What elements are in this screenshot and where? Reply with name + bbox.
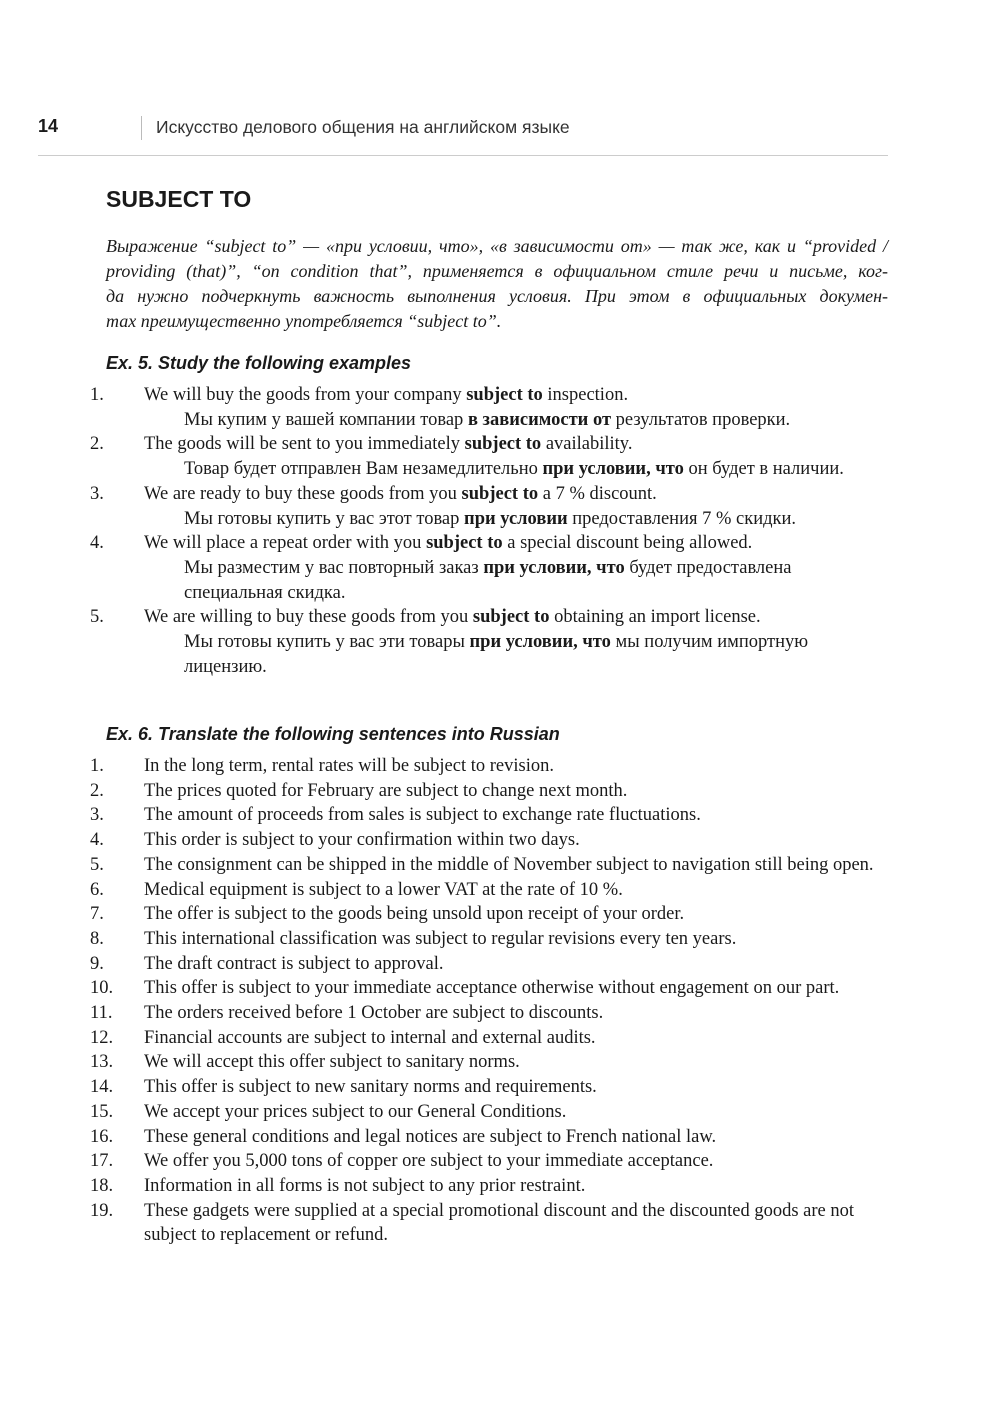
sentence: These gadgets were supplied at a special promotional discount and the discounted goods are not subject to replacement or refund. xyxy=(144,1200,855,1246)
bold-phrase: subject to xyxy=(466,385,543,405)
sentence: The orders received before 1 October are subject to discounts. xyxy=(144,1003,604,1024)
item-number: 8. xyxy=(90,928,104,949)
text-segment: Мы купим у вашей компании товар xyxy=(184,409,468,430)
header-rule xyxy=(38,155,888,156)
item-number: 18. xyxy=(90,1175,114,1196)
item-number: 15. xyxy=(90,1101,114,1122)
exercise-item xyxy=(90,803,888,828)
text-segment: The goods will be sent to you immediately xyxy=(144,434,465,455)
sentence: We will accept this offer subject to sanitary norms. xyxy=(144,1052,520,1073)
sentence: The prices quoted for February are subject to change next month. xyxy=(144,780,628,801)
running-title: Искусство делового общения на английском языке xyxy=(156,117,570,137)
ex5-list xyxy=(90,383,888,679)
sentence: We offer you 5,000 tons of copper ore subject to your immediate acceptance. xyxy=(144,1151,714,1172)
text-segment: obtaining an import license. xyxy=(549,607,761,628)
sentence: In the long term, rental rates will be subject to revision. xyxy=(144,756,554,776)
item-number: 5. xyxy=(90,607,104,628)
example-item xyxy=(90,432,888,481)
ex6-heading: Ex. 6. Translate the following sentences into Russian xyxy=(106,724,560,744)
header-divider xyxy=(141,116,142,140)
text-segment: We will place a repeat order with you xyxy=(144,533,427,554)
example-body xyxy=(124,432,888,481)
item-number: 12. xyxy=(90,1027,114,1048)
bold-phrase: при условии, что xyxy=(542,459,684,480)
text-segment: будет предоставлена специальная скидка. xyxy=(184,557,792,603)
text-segment: availability. xyxy=(541,434,633,455)
item-number: 9. xyxy=(90,953,104,974)
example-body xyxy=(124,531,888,605)
item-number: 11. xyxy=(90,1003,113,1024)
bold-phrase: в зависимости от xyxy=(467,409,612,430)
text-segment: Товар будет отправлен Вам незамедлительно xyxy=(184,459,543,480)
english-sentence xyxy=(144,531,888,556)
exercise-item xyxy=(90,976,888,1001)
example-item xyxy=(90,531,888,605)
exercise-item xyxy=(90,1050,888,1075)
item-number: 7. xyxy=(90,904,104,925)
item-number: 6. xyxy=(90,879,104,900)
item-number: 17. xyxy=(90,1151,114,1172)
text-segment: We are willing to buy these goods from you xyxy=(144,607,473,628)
item-number: 3. xyxy=(90,805,104,826)
text-segment: предоставления 7 % скидки. xyxy=(567,508,797,529)
russian-translation xyxy=(144,408,888,433)
exercise-item xyxy=(90,853,888,878)
example-body xyxy=(124,605,888,679)
text-segment: Мы разместим у вас повторный заказ xyxy=(184,557,484,578)
intro-paragraph xyxy=(106,234,888,334)
exercise-item xyxy=(90,878,888,903)
bold-phrase: subject to xyxy=(464,434,542,455)
item-number: 3. xyxy=(90,483,104,504)
sentence: This offer is subject to your immediate acceptance otherwise without engagement on our part. xyxy=(144,978,840,999)
english-sentence xyxy=(144,432,888,457)
sentence: These general conditions and legal notices are subject to French national law. xyxy=(144,1126,717,1147)
item-number: 2. xyxy=(90,780,104,801)
exercise-item xyxy=(90,828,888,853)
intro-line: Выражение “subject to” — «при условии, что», «в зависимости от» — так же, как и “provided / xyxy=(106,236,888,256)
exercise-item xyxy=(90,1100,888,1125)
russian-translation xyxy=(144,630,888,679)
english-sentence xyxy=(144,605,888,630)
running-header xyxy=(38,116,888,140)
item-number: 10. xyxy=(90,978,114,999)
item-number: 1. xyxy=(90,385,104,405)
item-number: 5. xyxy=(90,854,104,875)
example-body xyxy=(124,383,888,432)
example-body xyxy=(124,482,888,531)
sentence: The offer is subject to the goods being unsold upon receipt of your order. xyxy=(144,904,685,925)
text-segment: We are ready to buy these goods from you xyxy=(144,483,462,504)
item-number: 2. xyxy=(90,434,104,455)
item-number: 1. xyxy=(90,756,104,776)
exercise-item xyxy=(90,1149,888,1174)
english-sentence xyxy=(144,482,888,507)
exercise-item xyxy=(90,952,888,977)
sentence: We accept your prices subject to our General Conditions. xyxy=(144,1101,567,1122)
example-item xyxy=(90,605,888,679)
item-number: 14. xyxy=(90,1077,114,1098)
exercise-item xyxy=(90,902,888,927)
russian-translation xyxy=(144,457,888,482)
exercise-item xyxy=(90,1001,888,1026)
text-segment: Мы готовы купить у вас эти товары xyxy=(184,632,470,653)
item-number: 16. xyxy=(90,1126,114,1147)
text-segment: он будет в наличии. xyxy=(683,459,844,480)
section-title: SUBJECT TO xyxy=(106,186,252,212)
intro-line: да нужно подчеркнуть важность выполнения условия. При этом в официальных докумен- xyxy=(106,286,888,306)
text-segment: результатов проверки. xyxy=(611,409,791,430)
sentence: This order is subject to your confirmation within two days. xyxy=(144,830,580,851)
exercise-item xyxy=(90,1125,888,1150)
bold-phrase: subject to xyxy=(461,483,539,504)
english-sentence xyxy=(144,383,888,408)
sentence: This international classification was subject to regular revisions every ten years. xyxy=(144,928,737,949)
bold-phrase: при условии xyxy=(464,508,568,529)
ex5-heading: Ex. 5. Study the following examples xyxy=(106,353,412,373)
sentence: Medical equipment is subject to a lower VAT at the rate of 10 %. xyxy=(144,879,623,900)
item-number: 13. xyxy=(90,1052,114,1073)
exercise-item xyxy=(90,927,888,952)
page-number: 14 xyxy=(38,116,59,136)
sentence: Information in all forms is not subject to any prior restraint. xyxy=(144,1175,586,1196)
sentence: Financial accounts are subject to internal and external audits. xyxy=(144,1027,596,1048)
text-segment: We will buy the goods from your company xyxy=(144,385,467,405)
bold-phrase: при условии, что xyxy=(469,632,611,653)
exercise-item xyxy=(90,1075,888,1100)
text-segment: a special discount being allowed. xyxy=(502,533,753,554)
text-segment: a 7 % discount. xyxy=(538,483,657,504)
example-item xyxy=(90,383,888,432)
sentence: The amount of proceeds from sales is subject to exchange rate fluctuations. xyxy=(144,805,701,826)
example-item xyxy=(90,482,888,531)
text-segment: Мы готовы купить у вас этот товар xyxy=(184,508,465,529)
russian-translation xyxy=(144,556,888,605)
item-number: 4. xyxy=(90,830,104,851)
exercise-item xyxy=(90,754,888,779)
bold-phrase: при условии, что xyxy=(483,557,625,578)
sentence: The consignment can be shipped in the middle of November subject to navigation still being open. xyxy=(144,854,874,875)
ex6-list xyxy=(90,754,888,1248)
text-segment: inspection. xyxy=(542,385,629,405)
exercise-item xyxy=(90,1026,888,1051)
bold-phrase: subject to xyxy=(472,607,550,628)
text-segment: мы получим импортную лицензию. xyxy=(184,632,809,677)
exercise-item xyxy=(90,1199,888,1248)
item-number: 19. xyxy=(90,1200,114,1221)
item-number: 4. xyxy=(90,533,104,554)
intro-line: тах преимущественно употребляется “subject to”. xyxy=(106,311,502,331)
sentence: The draft contract is subject to approval. xyxy=(144,953,444,974)
sentence: This offer is subject to new sanitary norms and requirements. xyxy=(144,1077,597,1098)
russian-translation xyxy=(144,507,888,532)
intro-line: providing (that)”, “on condition that”, применяется в официальном стиле речи и письме, ког- xyxy=(106,261,888,281)
exercise-item xyxy=(90,779,888,804)
bold-phrase: subject to xyxy=(426,533,503,554)
exercise-item xyxy=(90,1174,888,1199)
